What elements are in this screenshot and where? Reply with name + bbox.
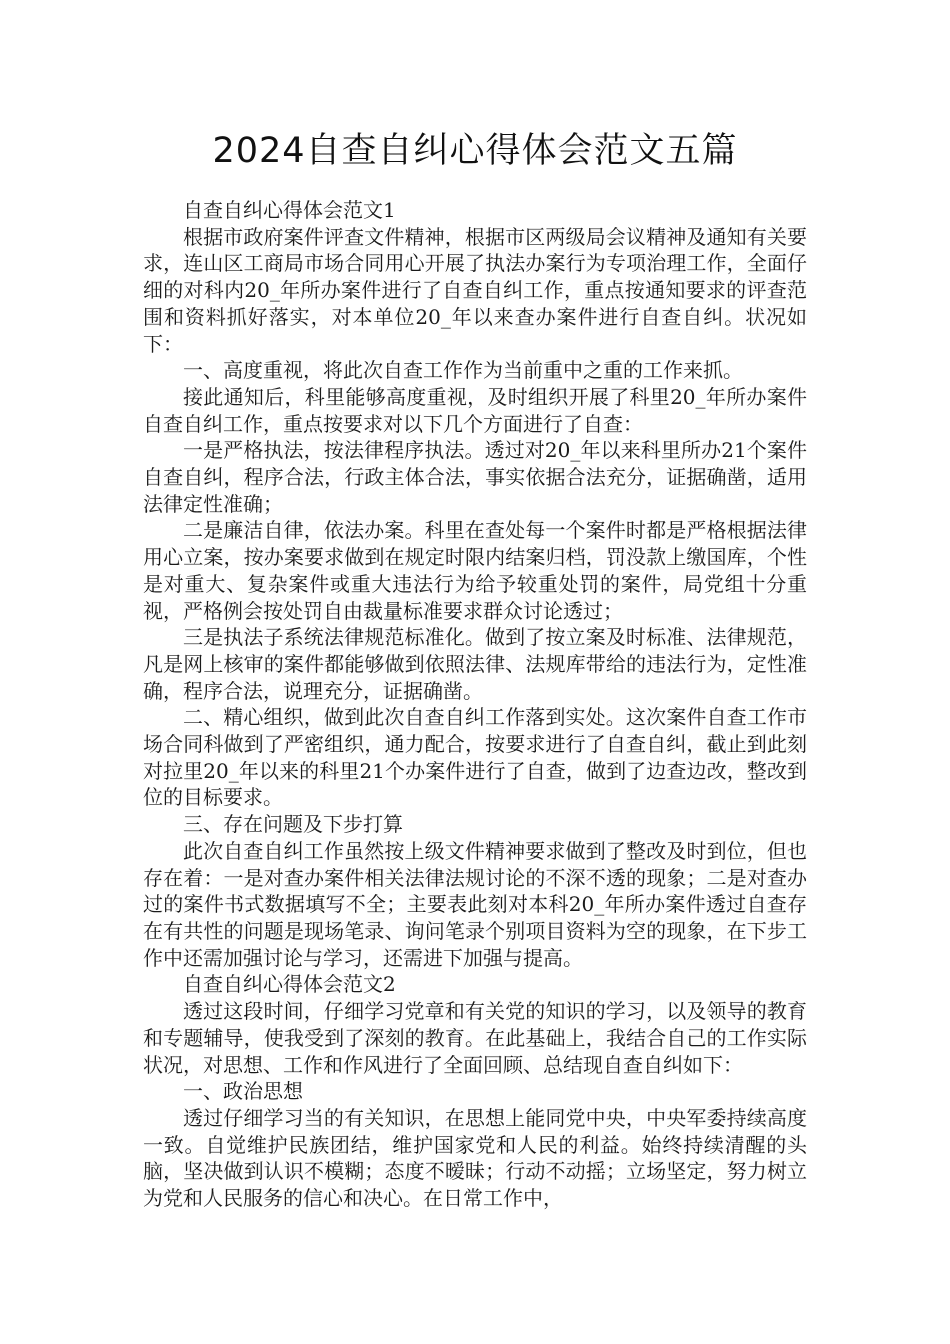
paragraph-section-heading: 三、存在问题及下步打算 bbox=[183, 812, 403, 837]
document-title: 2024自查自纠心得体会范文五篇 bbox=[212, 131, 738, 171]
paragraph: 三是执法子系统法律规范标准化。做到了按立案及时标准、法律规范，凡是网上核审的案件都能够做到依照法律、法规库带给的违法行为，定性准确，程序合法，说理充分，证据确凿。 bbox=[143, 625, 807, 703]
document-body bbox=[143, 197, 807, 1212]
paragraph: 根据市政府案件评查文件精神，根据市区两级局会议精神及通知有关要求，连山区工商局市场合同用心开展了执法办案行为专项治理工作，全面仔细的对科内20_年所办案件进行了自查自纠工作，重点按通知要求的评查范围和资料抓好落实，对本单位20_年以来查办案件进行自查自纠。状况如下： bbox=[143, 224, 807, 356]
paragraph: 一是严格执法，按法律程序执法。透过对20_年以来科里所办21个案件自查自纠，程序合法，行政主体合法，事实依据合法充分，证据确凿，适用法律定性准确； bbox=[143, 438, 807, 516]
paragraph: 接此通知后，科里能够高度重视，及时组织开展了科里20_年所办案件自查自纠工作，重点按要求对以下几个方面进行了自查： bbox=[143, 384, 807, 436]
paragraph: 透过这段时间，仔细学习党章和有关党的知识的学习，以及领导的教育和专题辅导，使我受到了深刻的教育。在此基础上，我结合自己的工作实际状况，对思想、工作和作风进行了全面回顾、总结现自查自纠如下： bbox=[143, 999, 807, 1077]
paragraph-section-heading: 一、高度重视，将此次自查工作作为当前重中之重的工作来抓。 bbox=[183, 358, 743, 383]
paragraph: 二是廉洁自律，依法办案。科里在查处每一个案件时都是严格根据法律用心立案，按办案要求做到在规定时限内结案归档，罚没款上缴国库，个性是对重大、复杂案件或重大违法行为给予较重处罚的案件，局党组十分重视，严格例会按处罚自由裁量标准要求群众讨论透过； bbox=[143, 518, 807, 623]
paragraph-heading-1: 自查自纠心得体会范文1 bbox=[183, 198, 396, 222]
paragraph-heading-2: 自查自纠心得体会范文2 bbox=[183, 972, 396, 997]
paragraph: 透过仔细学习当的有关知识，在思想上能同党中央，中央军委持续高度一致。自觉维护民族团结，维护国家党和人民的利益。始终持续清醒的头脑，坚决做到认识不模糊；态度不暧昧；行动不动摇；立场坚定，努力树立为党和人民服务的信心和决心。在日常工作中， bbox=[143, 1105, 807, 1211]
paragraph: 二、精心组织，做到此次自查自纠工作落到实处。这次案件自查工作市场合同科做到了严密组织，通力配合，按要求进行了自查自纠，截止到此刻对拉里20_年以来的科里21个办案件进行了自查，做到了边查边改，整改到位的目标要求。 bbox=[143, 705, 807, 810]
paragraph: 此次自查自纠工作虽然按上级文件精神要求做到了整改及时到位，但也存在着：一是对查办案件相关法律法规讨论的不深不透的现象；二是对查办过的案件书式数据填写不全；主要表此刻对本科20_年所办案件透过自查存在有共性的问题是现场笔录、询问笔录个别项目资料为空的现象，在下步工作中还需加强讨论与学习，还需进下加强与提高。 bbox=[143, 838, 807, 970]
paragraph-section-heading: 一、政治思想 bbox=[183, 1079, 303, 1104]
